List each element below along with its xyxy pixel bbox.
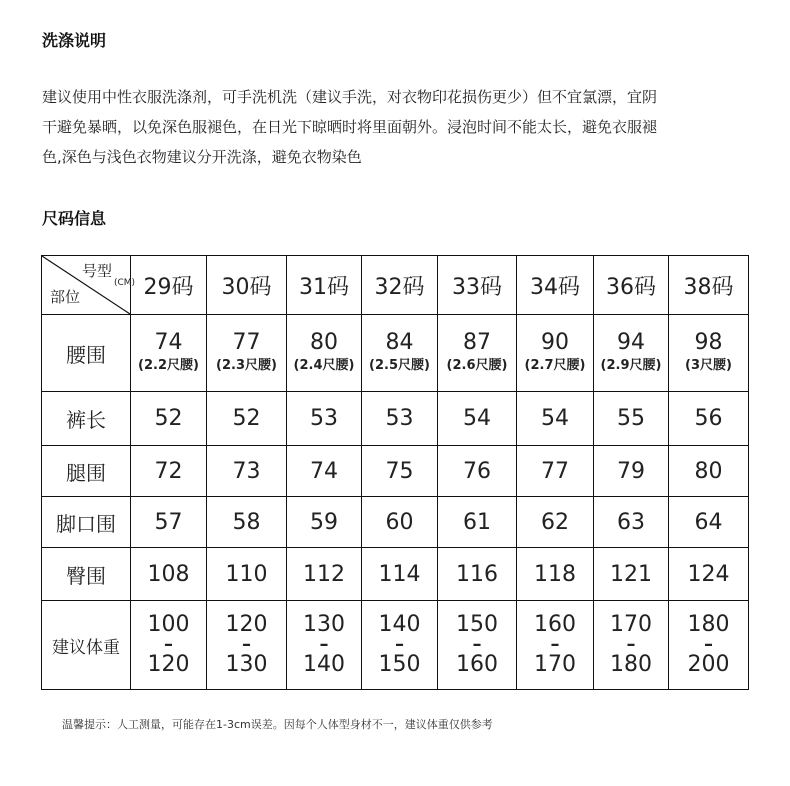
hip-cell: 121 — [594, 548, 669, 601]
weight-min: 180 — [687, 612, 730, 637]
waist-chi-value: (2.5尺腰) — [369, 358, 430, 373]
corner-part-label: 部位 — [50, 288, 81, 306]
size-column-header: 29码 — [131, 256, 207, 315]
hem-cell: 61 — [438, 497, 517, 548]
weight-cell — [131, 601, 207, 690]
size-column-header: 38码 — [669, 256, 749, 315]
weight-min: 130 — [303, 612, 345, 637]
hem-cell: 57 — [131, 497, 207, 548]
weight-min: 120 — [225, 612, 268, 637]
waist-chi-value: (2.4尺腰) — [293, 358, 355, 373]
hip-row — [42, 548, 749, 601]
weight-row — [42, 601, 749, 690]
waist-chi-value: (2.6尺腰) — [446, 358, 508, 373]
length-cell: 55 — [594, 392, 669, 446]
weight-min: 150 — [456, 612, 498, 637]
size-column-header: 30码 — [207, 256, 287, 315]
care-line: 干避免暴晒，以免深色服褪色，在日光下晾晒时将里面朝外。浸泡时间不能太长，避免衣服褪 — [42, 118, 658, 136]
hip-cell: 116 — [438, 548, 517, 601]
size-column-header: 31码 — [287, 256, 362, 315]
hem-cell: 63 — [594, 497, 669, 548]
size-section-title: 尺码信息 — [42, 209, 107, 228]
weight-cell — [669, 601, 749, 690]
weight-max: 150 — [378, 652, 421, 677]
thigh-cell: 77 — [517, 446, 594, 497]
length-cell: 52 — [131, 392, 207, 446]
weight-min: 170 — [610, 612, 652, 637]
waist-cell — [517, 315, 594, 392]
weight-max: 200 — [687, 652, 730, 677]
waist-cell — [131, 315, 207, 392]
waist-row — [42, 315, 749, 392]
waist-cell — [594, 315, 669, 392]
waist-value: 77 — [232, 330, 261, 355]
weight-dash: – — [550, 634, 560, 655]
weight-min: 140 — [378, 612, 421, 637]
length-cell: 54 — [438, 392, 517, 446]
weight-max: 160 — [456, 652, 498, 677]
hem-cell: 64 — [669, 497, 749, 548]
hem-row-label: 脚口围 — [42, 497, 131, 548]
waist-cell — [669, 315, 749, 392]
weight-cell — [207, 601, 287, 690]
weight-max: 170 — [534, 652, 576, 677]
weight-max: 120 — [147, 652, 190, 677]
length-cell: 56 — [669, 392, 749, 446]
hem-cell: 59 — [287, 497, 362, 548]
weight-dash: – — [319, 634, 329, 655]
waist-cell — [287, 315, 362, 392]
weight-cell — [517, 601, 594, 690]
waist-chi-value: (3尺腰) — [685, 358, 732, 373]
thigh-cell: 72 — [131, 446, 207, 497]
weight-cell — [287, 601, 362, 690]
size-column-header: 32码 — [362, 256, 438, 315]
hem-cell: 62 — [517, 497, 594, 548]
waist-value: 94 — [617, 330, 645, 355]
weight-min: 160 — [534, 612, 576, 637]
waist-chi-value: (2.9尺腰) — [600, 358, 662, 373]
thigh-row — [42, 446, 749, 497]
care-line: 建议使用中性衣服洗涤剂，可手洗机洗（建议手洗，对衣物印花损伤更少）但不宜氯漂，宜阴 — [42, 88, 658, 106]
hip-cell: 124 — [669, 548, 749, 601]
corner-size-label: 号型 — [82, 262, 113, 280]
weight-dash: – — [472, 634, 482, 655]
weight-max: 140 — [303, 652, 345, 677]
length-cell: 52 — [207, 392, 287, 446]
length-row-label: 裤长 — [42, 392, 131, 446]
waist-chi-value: (2.7尺腰) — [524, 358, 586, 373]
size-header-row — [42, 256, 749, 315]
waist-cell — [362, 315, 438, 392]
waist-cell — [207, 315, 287, 392]
hip-row-label: 臀围 — [42, 548, 131, 601]
hem-row — [42, 497, 749, 548]
size-table — [41, 255, 749, 690]
weight-min: 100 — [147, 612, 190, 637]
waist-row-label: 腰围 — [42, 315, 131, 392]
size-column-header: 33码 — [438, 256, 517, 315]
hip-cell: 114 — [362, 548, 438, 601]
waist-cell — [438, 315, 517, 392]
care-section-title: 洗涤说明 — [42, 31, 107, 50]
weight-cell — [438, 601, 517, 690]
weight-dash: – — [242, 634, 251, 655]
weight-dash: – — [395, 634, 404, 655]
thigh-cell: 79 — [594, 446, 669, 497]
hip-cell: 112 — [287, 548, 362, 601]
waist-value: 90 — [541, 330, 569, 355]
measurement-footnote: 温馨提示：人工测量，可能存在1-3cm误差。因每个人体型身材不一，建议体重仅供参考 — [62, 718, 493, 731]
hip-cell: 108 — [131, 548, 207, 601]
length-cell: 54 — [517, 392, 594, 446]
waist-value: 80 — [310, 330, 338, 355]
corner-header-cell — [42, 256, 136, 315]
weight-cell — [594, 601, 669, 690]
thigh-cell: 76 — [438, 446, 517, 497]
thigh-cell: 74 — [287, 446, 362, 497]
length-row — [42, 392, 749, 446]
hem-cell: 60 — [362, 497, 438, 548]
waist-value: 98 — [694, 330, 723, 355]
size-column-header: 34码 — [517, 256, 594, 315]
weight-max: 130 — [225, 652, 268, 677]
weight-dash: – — [704, 634, 713, 655]
waist-value: 87 — [463, 330, 491, 355]
weight-row-label: 建议体重 — [42, 601, 131, 690]
hip-cell: 110 — [207, 548, 287, 601]
weight-max: 180 — [610, 652, 652, 677]
care-instructions — [42, 82, 758, 172]
size-column-header: 36码 — [594, 256, 669, 315]
length-cell: 53 — [362, 392, 438, 446]
hip-cell: 118 — [517, 548, 594, 601]
waist-chi-value: (2.2尺腰) — [138, 358, 199, 373]
waist-value: 74 — [154, 330, 183, 355]
hem-cell: 58 — [207, 497, 287, 548]
thigh-cell: 80 — [669, 446, 749, 497]
weight-dash: – — [626, 634, 636, 655]
length-cell: 53 — [287, 392, 362, 446]
corner-unit-label: (CM) — [114, 278, 136, 288]
weight-cell — [362, 601, 438, 690]
waist-value: 84 — [385, 330, 414, 355]
weight-dash: – — [164, 634, 173, 655]
thigh-cell: 75 — [362, 446, 438, 497]
care-line: 色,深色与浅色衣物建议分开洗涤，避免衣物染色 — [42, 148, 362, 166]
thigh-cell: 73 — [207, 446, 287, 497]
waist-chi-value: (2.3尺腰) — [216, 358, 277, 373]
thigh-row-label: 腿围 — [42, 446, 131, 497]
